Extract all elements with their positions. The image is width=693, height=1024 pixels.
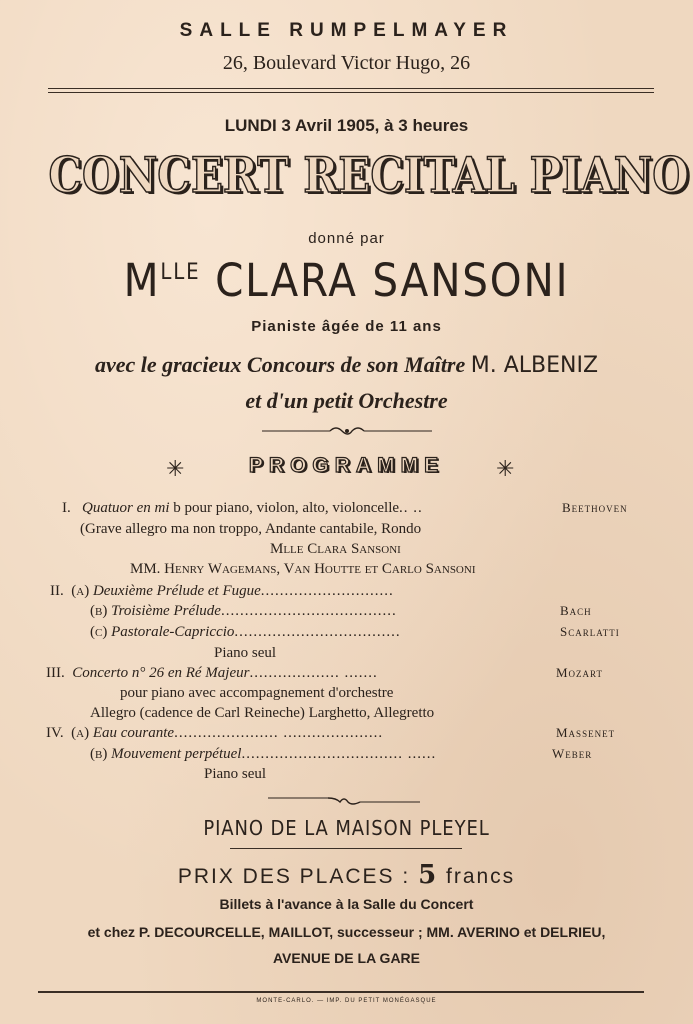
artist-name-line	[35, 254, 659, 307]
item-number: I.	[62, 500, 71, 516]
master-name: M. ALBENIZ	[470, 353, 599, 378]
star-right-icon: ✳	[496, 456, 515, 481]
item-number: III.	[46, 665, 65, 681]
item-dots: ...................................	[234, 624, 401, 640]
concours-text: avec le gracieux Concours de son Maître	[94, 352, 466, 377]
artist-name: CLARA SANSONI	[215, 254, 570, 307]
piano-seul-note: Piano seul	[214, 645, 277, 661]
price-label: PRIX DES PLACES :	[177, 865, 411, 888]
concours-line	[0, 352, 693, 378]
printer-imprint: MONTE-CARLO. — IMP. DU PETIT MONÉGASQUE	[256, 998, 437, 1004]
item-sub: (b)	[90, 603, 108, 619]
star-left-icon: ✳	[166, 456, 185, 481]
performers-line: MM. Henry Wagemans, Van Houtte et Carlo Sansoni	[130, 561, 476, 577]
tickets-line: Billets à l'avance à la Salle du Concert	[219, 896, 474, 912]
item-dots: ................... .......	[249, 665, 378, 681]
artist-title: M	[123, 254, 161, 307]
composer-scarlatti: Scarlatti	[560, 624, 620, 639]
avenue-line: AVENUE DE LA GARE	[272, 950, 420, 966]
item-sub: (a)	[71, 725, 90, 741]
item-sub: (c)	[90, 624, 108, 640]
item-sub: (a)	[71, 583, 90, 599]
top-rule-2	[48, 92, 654, 93]
short-rule	[230, 848, 462, 849]
price-value: 5	[418, 860, 439, 890]
item-title: Deuxième Prélude et Fugue	[92, 583, 261, 599]
headline: CONCERT RECITAL PIANO	[48, 146, 690, 204]
programme-item-4a	[46, 723, 383, 743]
price-unit: francs	[446, 865, 516, 888]
item-dots: .................................. ......	[241, 746, 437, 762]
venue-name: SALLE RUMPELMAYER	[179, 20, 514, 41]
item-dots: ............................	[260, 583, 394, 599]
programme-line: (Grave allegro ma non troppo, Andante cantabile, Rondo	[80, 521, 422, 537]
programme-line: pour piano avec accompagnement d'orchestre	[120, 685, 394, 701]
item-number: II.	[50, 583, 64, 599]
programme-heading: PROGRAMME	[248, 454, 445, 477]
item-dots: .. ..	[399, 500, 423, 516]
item-title: Troisième Prélude	[111, 603, 221, 619]
item-title: Quatuor en mi	[82, 500, 170, 516]
programme-item-3	[46, 663, 378, 683]
programme-item-4b	[90, 744, 436, 764]
performer-title: Mlle	[270, 541, 304, 557]
item-title: Mouvement perpétuel	[111, 746, 242, 762]
artist-description: Pianiste âgée de 11 ans	[251, 318, 442, 335]
artist-title-sup: LLE	[160, 260, 201, 285]
programme-line: Allegro (cadence de Carl Reineche) Larghetto, Allegretto	[90, 705, 435, 721]
programme-item-2a	[50, 581, 394, 601]
item-dots: ...................... .....................	[174, 725, 384, 741]
item-title: Concerto n° 26 en Ré Majeur	[72, 665, 250, 681]
divider-ornament-icon	[262, 424, 432, 438]
composer-weber: Weber	[552, 746, 593, 761]
performer-line	[270, 539, 401, 559]
given-by: donné par	[308, 230, 385, 247]
item-dots: .....................................	[220, 603, 397, 619]
composer-bach: Bach	[560, 603, 592, 618]
item-title: Pastorale-Capriccio	[111, 624, 235, 640]
divider-ornament-icon	[268, 793, 420, 807]
item-title: Eau courante	[92, 725, 175, 741]
programme-item-2c	[90, 622, 401, 642]
composer-mozart: Mozart	[556, 665, 604, 680]
composer-beethoven: Beethoven	[562, 500, 628, 515]
event-date: LUNDI 3 Avril 1905, à 3 heures	[224, 116, 469, 135]
price-line	[0, 860, 693, 890]
sellers-line: et chez P. DECOURCELLE, MAILLOT, successeur ; MM. AVERINO et DELRIEU,	[87, 924, 606, 940]
pleyel-line: PIANO DE LA MAISON PLEYEL	[203, 816, 490, 840]
item-detail: b pour piano, violon, alto, violoncelle	[169, 500, 400, 516]
item-sub: (b)	[90, 746, 108, 762]
top-rule-1	[48, 88, 654, 89]
item-number: IV.	[46, 725, 64, 741]
performer-name: Clara Sansoni	[303, 541, 401, 557]
programme-item-1	[62, 498, 423, 518]
programme-item-2b	[90, 601, 397, 621]
piano-seul-note: Piano seul	[204, 766, 267, 782]
orchestre-line: et d'un petit Orchestre	[245, 388, 448, 413]
venue-address: 26, Boulevard Victor Hugo, 26	[222, 52, 471, 74]
composer-massenet: Massenet	[556, 725, 616, 740]
bottom-rule	[38, 991, 644, 993]
